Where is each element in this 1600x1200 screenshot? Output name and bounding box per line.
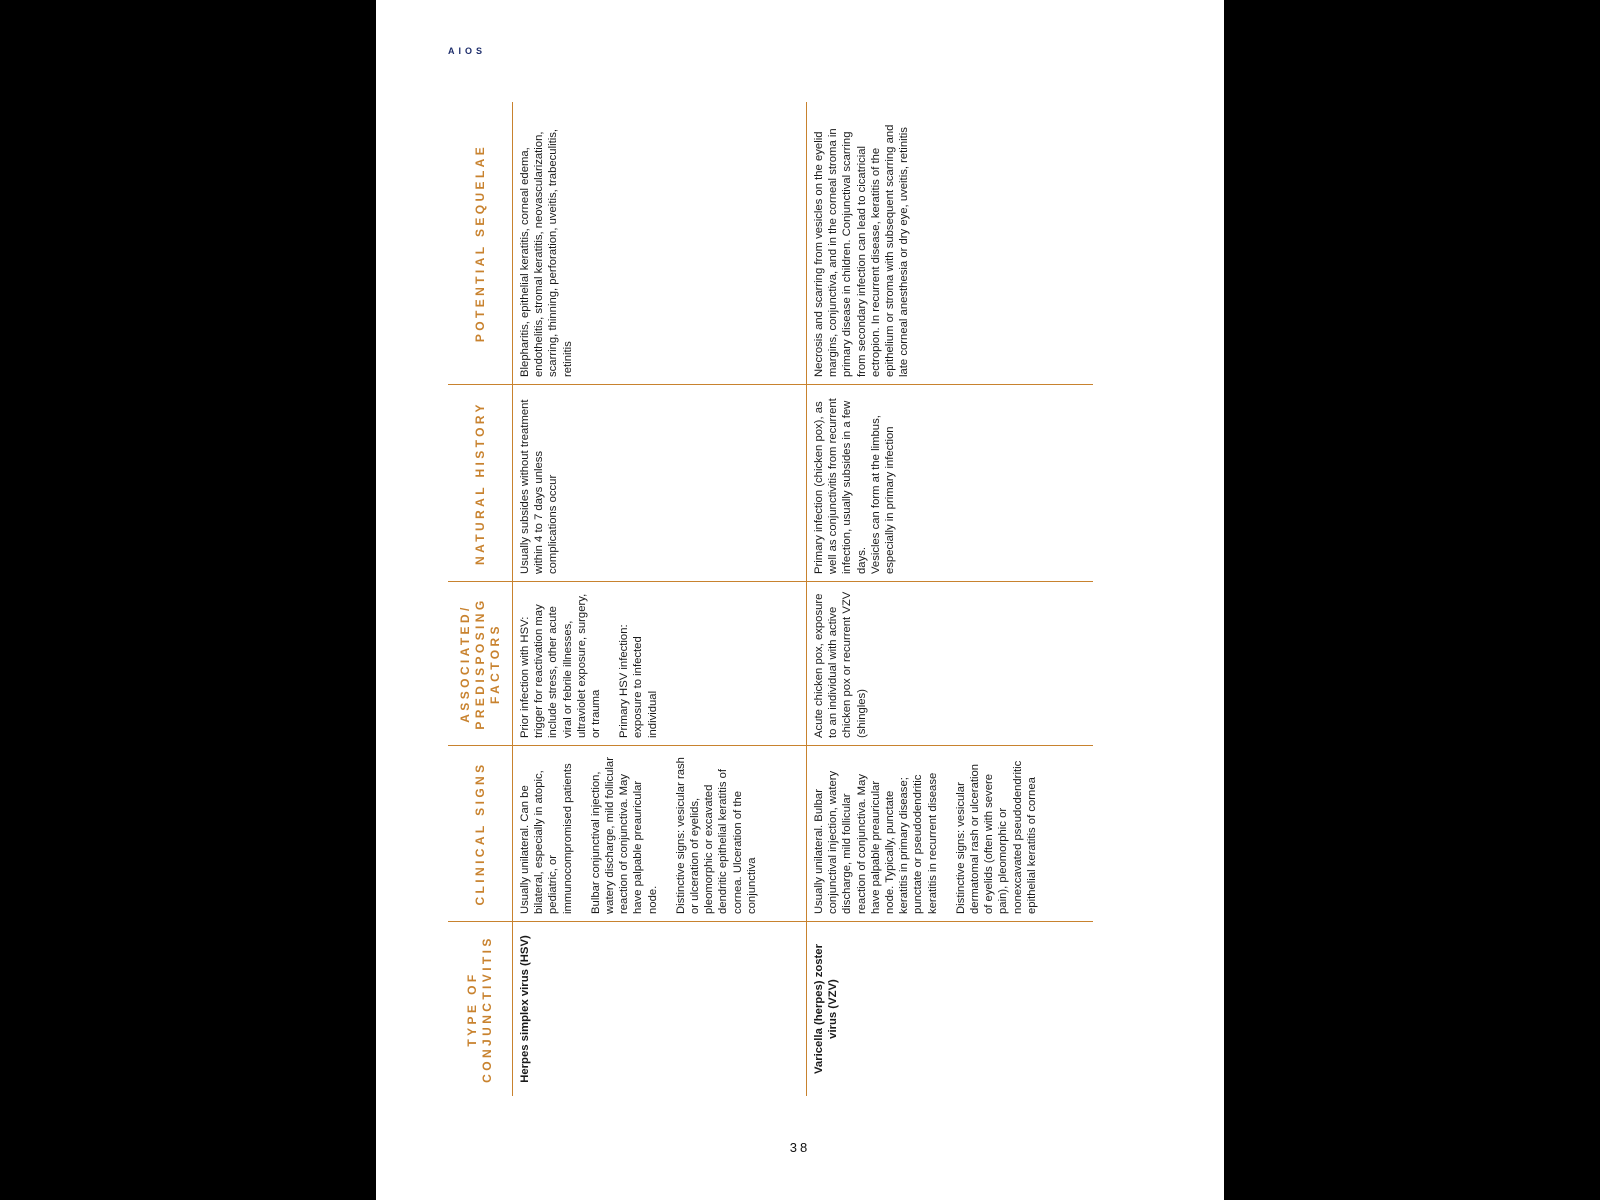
factors-cell	[806, 582, 1093, 746]
natural-history-cell	[806, 385, 1093, 582]
factors-paragraph: Primary HSV infection: exposure to infected individual	[618, 624, 659, 738]
factors-paragraph: Acute chicken pox, exposure to an individual with active chicken pox or recurrent VZV (shingles)	[813, 591, 868, 738]
sequelae-text: Necrosis and scarring from vesicles on the eyelid margins, conjunctiva, and in the corneal stroma in primary disease in children. Conjunctival scarring from secondary infection can lead to cicatricial ectropion. In recurrent disease, keratitis of the epithelium or stroma with subsequent scarring and late corneal anesthesia or dry eye, uveitis, retinitis	[813, 124, 911, 377]
table-header-row	[448, 102, 513, 1096]
clinical-signs-paragraph: Usually unilateral. Bulbar conjunctival injection, watery discharge, mild follicular reaction of conjunctiva. May have palpable preauricular node. Typically, punctate keratitis in primary disease; punctate or pseudodendritic keratitis in recurrent disease	[813, 770, 939, 914]
column-header-clinical-signs: CLINICAL SIGNS	[448, 746, 512, 922]
table-row	[512, 102, 807, 1096]
clinical-signs-cell	[512, 746, 806, 922]
sequelae-cell	[806, 102, 1093, 385]
clinical-signs-paragraph: Distinctive signs: vesicular rash or ulceration of eyelids, pleomorphic or excavated dendritic epithelial keratitis of cornea. Ulceration of the conjunctiva	[674, 757, 758, 914]
row-type-hsv: Herpes simplex virus (HSV)	[519, 935, 531, 1083]
conjunctivitis-table	[448, 102, 1094, 1096]
natural-history-text: Usually subsides without treatment within 4 to 7 days unless complications occur	[519, 399, 560, 574]
column-header-natural-history: NATURAL HISTORY	[448, 385, 512, 582]
brand-label: AIOS	[448, 46, 487, 56]
document-page	[376, 0, 1224, 1200]
factors-paragraph: Prior infection with HSV: trigger for reactivation may include stress, other acute viral or febrile illnesses, ultraviolet exposure, surgery, or trauma	[519, 593, 603, 738]
column-header-factors: ASSOCIATED/ PREDISPOSING FACTORS	[448, 582, 512, 746]
natural-history-text: Primary infection (chicken pox), as well as conjunctivitis from recurrent infection, usually subsides in a few days. Vesicles can form at the limbus, especially in primary infection	[813, 398, 897, 574]
factors-cell	[512, 582, 806, 746]
clinical-signs-paragraph: Distinctive signs: vesicular dermatomal rash or ulceration of eyelids (often with severe pain), pleomorphic or nonexcavated pseudodendritic epithelial keratitis of cornea	[954, 760, 1038, 914]
clinical-signs-paragraph: Bulbar conjunctival injection, watery discharge, mild follicular reaction of conjunctiva. May have palpable preauricular node.	[589, 757, 659, 914]
natural-history-cell	[512, 385, 806, 582]
column-header-type: TYPE OF CONJUNCTIVITIS	[465, 935, 494, 1083]
page-number: 38	[789, 1140, 811, 1155]
column-header-sequelae: POTENTIAL SEQUELAE	[448, 102, 512, 385]
clinical-signs-cell	[806, 746, 1093, 922]
clinical-signs-paragraph: Usually unilateral. Can be bilateral, especially in atopic, pediatric, or immunocompromised patients	[519, 763, 574, 914]
table-wrapper	[448, 102, 1094, 1096]
sequelae-text: Blepharitis, epithelial keratitis, corneal edema, endothelitis, stromal keratitis, neovascularization, scarring, thinning, perforation, uveitis, trabeculitis, retinitis	[519, 128, 574, 377]
table-row	[806, 102, 1093, 1096]
sequelae-cell	[512, 102, 806, 385]
row-type-vzv: Varicella (herpes) zoster virus (VZV)	[813, 944, 840, 1074]
